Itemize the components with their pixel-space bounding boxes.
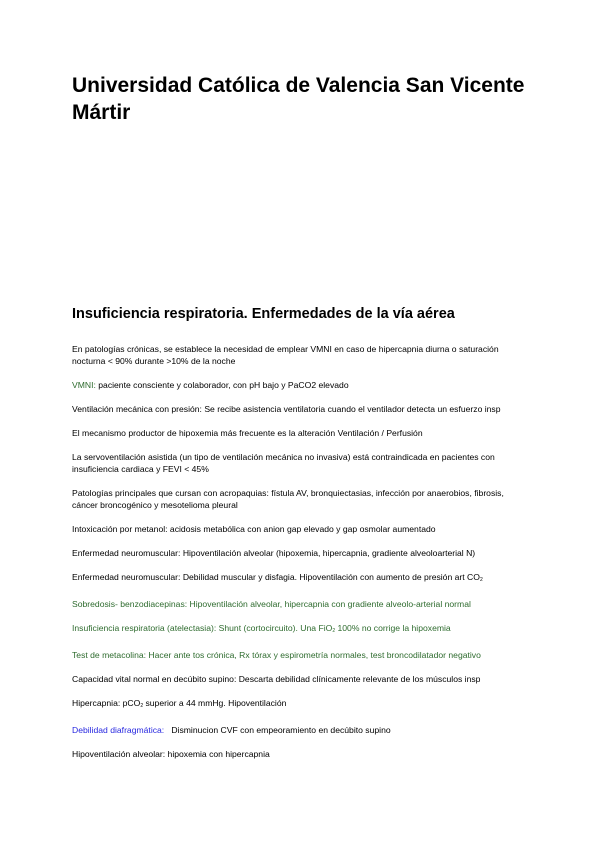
note-item	[72, 547, 532, 559]
note-text: paciente consciente y colaborador, con pH bajo y PaCO2 elevado	[95, 380, 349, 390]
note-item	[72, 523, 532, 535]
note-text: superior a 44 mmHg. Hipoventilación	[143, 698, 287, 708]
note-item	[72, 622, 532, 637]
section-heading: Insuficiencia respiratoria. Enfermedades de la vía aérea	[72, 306, 455, 322]
note-item	[72, 379, 532, 391]
note-text: Capacidad vital normal en decúbito supino: Descarta debilidad clínicamente relevante de los músculos insp	[72, 674, 481, 684]
note-text: Intoxicación por metanol: acidosis metabólica con anion gap elevado y gap osmolar aumentado	[72, 524, 436, 534]
subscript: 2	[479, 577, 483, 583]
note-item	[72, 451, 532, 475]
note-item	[72, 673, 532, 685]
note-item	[72, 343, 532, 367]
document-title: Universidad Católica de Valencia San Vicente Mártir	[72, 74, 525, 124]
subscript: 2	[140, 703, 144, 709]
note-text: Enfermedad neuromuscular: Hipoventilación alveolar (hipoxemia, hipercapnia, gradiente alveoloarterial N)	[72, 548, 476, 558]
note-text: En patologías crónicas, se establece la necesidad de emplear VMNI en caso de hipercapnia diurna o saturación nocturna < 90% durante >10% de la noche	[72, 344, 499, 366]
note-item	[72, 649, 532, 661]
note-text: Disminucion CVF con empeoramiento en decúbito supino	[164, 725, 391, 735]
subscript: 2	[332, 628, 336, 634]
note-text: Ventilación mecánica con presión: Se recibe asistencia ventilatoria cuando el ventilador detecta un esfuerzo insp	[72, 404, 501, 414]
note-item	[72, 487, 532, 511]
note-term: Debilidad diafragmática:	[72, 725, 165, 735]
note-text: Test de metacolina: Hacer ante tos crónica, Rx tórax y espirometría normales, test broncodilatador negativo	[72, 650, 481, 660]
note-item	[72, 598, 532, 610]
note-text: Insuficiencia respiratoria (atelectasia): Shunt (cortocircuito). Una FiO	[72, 623, 333, 633]
note-text: Hipercapnia: pCO	[72, 698, 141, 708]
note-text: Patologías principales que cursan con acropaquias: fístula AV, bronquiectasias, infección por anaerobios, fibrosis, cáncer broncogénico y mesotelioma pleural	[72, 488, 504, 510]
note-item	[72, 748, 532, 760]
note-term: VMNI:	[72, 380, 96, 390]
note-item	[72, 571, 532, 586]
note-item	[72, 697, 532, 712]
note-text: La servoventilación asistida (un tipo de ventilación mecánica no invasiva) está contraindicada en pacientes con insuficiencia cardiaca y FEVI < 45%	[72, 452, 495, 474]
note-item	[72, 403, 532, 415]
note-text: Hipoventilación alveolar: hipoxemia con hipercapnia	[72, 749, 270, 759]
note-item	[72, 724, 532, 736]
note-text: El mecanismo productor de hipoxemia más frecuente es la alteración Ventilación / Perfusión	[72, 428, 423, 438]
note-text: Enfermedad neuromuscular: Debilidad muscular y disfagia. Hipoventilación con aumento de presión art CO	[72, 572, 480, 582]
notes-list	[72, 343, 532, 772]
note-text: 100% no corrige la hipoxemia	[335, 623, 451, 633]
note-item	[72, 427, 532, 439]
note-text: Sobredosis- benzodiacepinas: Hipoventilación alveolar, hipercapnia con gradiente alveolo-arterial normal	[72, 599, 471, 609]
